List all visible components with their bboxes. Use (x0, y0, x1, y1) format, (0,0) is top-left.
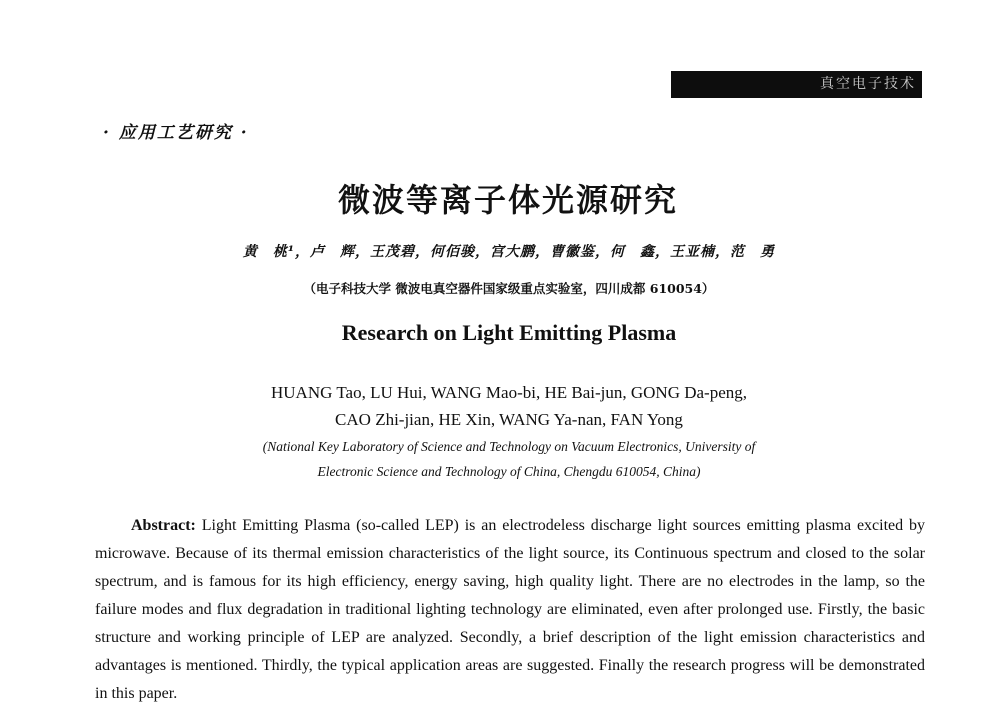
chinese-affiliation: （电子科技大学 微波电真空器件国家级重点实验室，四川成都 610054） (303, 281, 715, 296)
abstract-text: Light Emitting Plasma (so-called LEP) is an electrodeless discharge light sources emitting plasma excited by microwave. Because of its thermal emission characteristics of the light source, its Continuous spectrum and closed to the solar spectrum, and is famous for its high efficiency, energy saving, high quality light. There are no electrodes in the lamp, so the failure modes and flux degradation in traditional lighting technology are eliminated, even after prolonged use. Firstly, the basic structure and working principle of LEP are analyzed. Secondly, a brief description of the light emission characteristics and advantages is mentioned. Thirdly, the typical application areas are suggested. Finally the research progress will be demonstrated in this paper. (95, 517, 925, 702)
english-affiliation-line-1: (National Key Laboratory of Science and Technology on Vacuum Electronics, University of (262, 439, 756, 454)
english-title: Research on Light Emitting Plasma (341, 320, 677, 345)
english-authors-line-2: CAO Zhi-jian, HE Xin, WANG Ya-nan, FAN Yong (335, 410, 683, 429)
journal-tag: 真空电子技术 (671, 71, 922, 98)
column-label: · 应用工艺研究 · (103, 123, 249, 143)
english-affiliation-line-2: Electronic Science and Technology of China, Chengdu 610054, China) (317, 464, 701, 479)
english-authors-line-1: HUANG Tao, LU Hui, WANG Mao-bi, HE Bai-jun, GONG Da-peng, (271, 383, 747, 402)
abstract-paragraph (95, 512, 925, 708)
chinese-authors: 黄 桃¹，卢 辉，王茂碧，何佰骏，宫大鹏，曹徽鉴，何 鑫，王亚楠，范 勇 (242, 244, 776, 260)
chinese-title: 微波等离子体光源研究 (337, 181, 678, 219)
abstract-label: Abstract: (131, 517, 196, 534)
